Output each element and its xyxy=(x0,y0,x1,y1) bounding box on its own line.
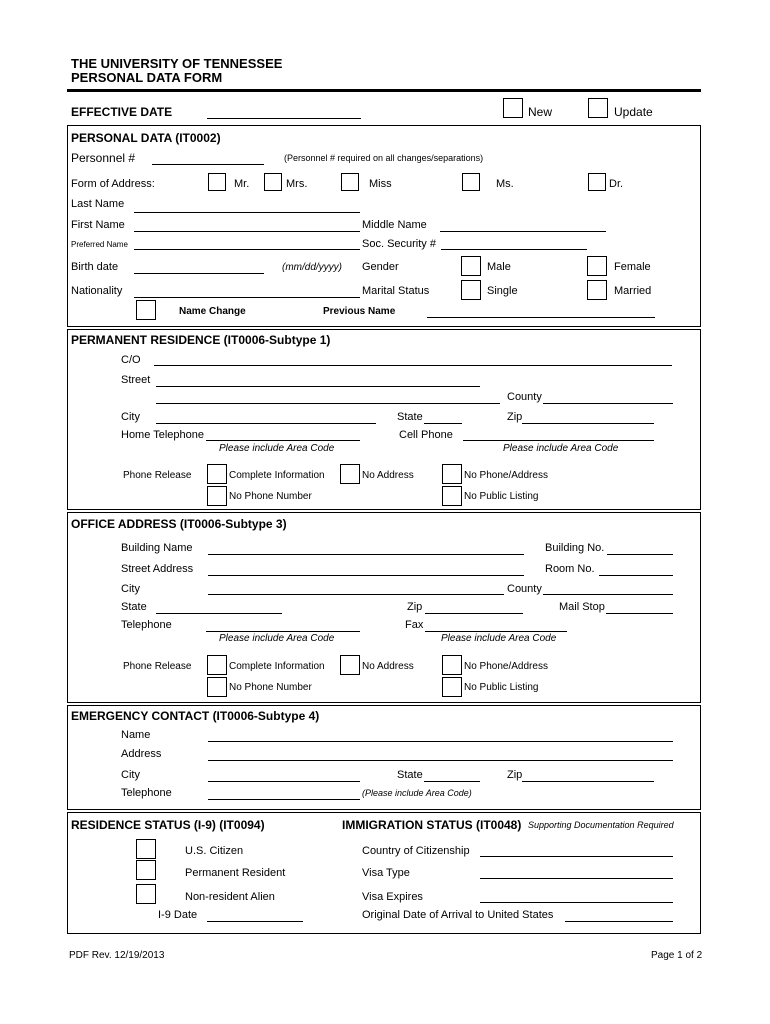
office-state-label: State xyxy=(121,601,147,613)
fax-label: Fax xyxy=(405,619,424,631)
married-checkbox[interactable] xyxy=(587,280,607,300)
street-label: Street xyxy=(121,374,151,386)
personnel-label: Personnel # xyxy=(71,151,136,165)
last-name-label: Last Name xyxy=(71,198,125,210)
office-state-field[interactable] xyxy=(156,613,282,614)
non-resident-alien-label: Non-resident Alien xyxy=(185,891,275,903)
i9-date-field[interactable] xyxy=(207,921,303,922)
office-address-section xyxy=(67,512,701,703)
emergency-state-label: State xyxy=(397,769,423,781)
preferred-name-field[interactable] xyxy=(134,249,360,250)
visa-expires-field[interactable] xyxy=(480,902,673,903)
previous-name-field[interactable] xyxy=(427,317,655,318)
no-public-listing-checkbox[interactable] xyxy=(442,486,462,506)
no-phone-number-label: No Phone Number xyxy=(229,491,312,502)
mail-stop-label: Mail Stop xyxy=(559,601,605,613)
emergency-zip-field[interactable] xyxy=(522,781,654,782)
birth-date-label: Birth date xyxy=(71,261,119,273)
personnel-note: (Personnel # required on all changes/separations) xyxy=(284,153,484,163)
emergency-zip-label: Zip xyxy=(507,769,523,781)
co-label: C/O xyxy=(121,354,141,366)
fax-area-code-note: Please include Area Code xyxy=(441,633,557,644)
no-phone-address-label: No Phone/Address xyxy=(464,470,548,481)
office-zip-label: Zip xyxy=(407,601,423,613)
building-name-label: Building Name xyxy=(121,542,193,554)
office-complete-info-label: Complete Information xyxy=(229,661,325,672)
city-label: City xyxy=(121,411,140,423)
county-label: County xyxy=(507,391,542,403)
middle-name-label: Middle Name xyxy=(362,219,427,231)
visa-expires-label: Visa Expires xyxy=(362,891,423,903)
room-no-field[interactable] xyxy=(599,575,673,576)
middle-name-field[interactable] xyxy=(440,231,606,232)
office-county-label: County xyxy=(507,583,542,595)
emergency-city-field[interactable] xyxy=(208,781,360,782)
complete-info-label: Complete Information xyxy=(229,470,325,481)
co-field[interactable] xyxy=(154,365,672,366)
mail-stop-field[interactable] xyxy=(606,613,673,614)
room-no-label: Room No. xyxy=(545,563,595,575)
office-phone-release-label: Phone Release xyxy=(123,661,192,672)
university-title: THE UNIVERSITY OF TENNESSEE xyxy=(71,56,283,71)
cell-phone-field[interactable] xyxy=(463,440,654,441)
last-name-field[interactable] xyxy=(134,212,360,213)
complete-info-checkbox[interactable] xyxy=(207,464,227,484)
emergency-city-label: City xyxy=(121,769,140,781)
name-change-checkbox[interactable] xyxy=(136,300,156,320)
no-phone-address-checkbox[interactable] xyxy=(442,464,462,484)
visa-type-field[interactable] xyxy=(480,878,673,879)
personnel-field[interactable] xyxy=(152,164,264,165)
new-label: New xyxy=(528,105,553,119)
original-arrival-date-label: Original Date of Arrival to United States xyxy=(362,909,554,921)
male-checkbox[interactable] xyxy=(461,256,481,276)
emergency-telephone-field[interactable] xyxy=(208,799,360,800)
county-field[interactable] xyxy=(543,403,673,404)
page-number: Page 1 of 2 xyxy=(651,950,703,961)
ms-label: Ms. xyxy=(496,178,514,190)
original-arrival-date-field[interactable] xyxy=(565,921,673,922)
office-county-field[interactable] xyxy=(543,594,673,595)
married-label: Married xyxy=(614,285,652,297)
mrs-checkbox[interactable] xyxy=(264,173,282,191)
home-telephone-field[interactable] xyxy=(206,440,360,441)
nationality-field[interactable] xyxy=(134,297,360,298)
emergency-name-field[interactable] xyxy=(208,741,673,742)
office-complete-info-checkbox[interactable] xyxy=(207,655,227,675)
us-citizen-label: U.S. Citizen xyxy=(185,845,244,857)
title-rule xyxy=(67,89,701,92)
country-of-citizenship-field[interactable] xyxy=(480,856,673,857)
effective-date-label: EFFECTIVE DATE xyxy=(71,105,173,119)
effective-date-field[interactable] xyxy=(207,118,361,119)
permanent-resident-label: Permanent Resident xyxy=(185,867,286,879)
emergency-address-label: Address xyxy=(121,748,162,760)
form-of-address-label: Form of Address: xyxy=(71,178,155,190)
date-format-hint: (mm/dd/yyyy) xyxy=(282,262,342,273)
single-label: Single xyxy=(487,285,518,297)
office-no-public-listing-label: No Public Listing xyxy=(464,682,539,693)
update-checkbox[interactable] xyxy=(588,98,608,118)
non-resident-alien-checkbox[interactable] xyxy=(136,884,156,904)
office-no-phone-number-checkbox[interactable] xyxy=(207,677,227,697)
street-address-label: Street Address xyxy=(121,563,194,575)
male-label: Male xyxy=(487,261,511,273)
office-no-phone-address-checkbox[interactable] xyxy=(442,655,462,675)
no-public-listing-label: No Public Listing xyxy=(464,491,539,502)
street-field-1[interactable] xyxy=(156,386,480,387)
cell-area-code-note: Please include Area Code xyxy=(503,443,619,454)
miss-checkbox[interactable] xyxy=(341,173,359,191)
office-no-public-listing-checkbox[interactable] xyxy=(442,677,462,697)
phone-release-label: Phone Release xyxy=(123,470,192,481)
previous-name-label: Previous Name xyxy=(323,306,396,317)
office-area-code-note: Please include Area Code xyxy=(219,633,335,644)
fax-field[interactable] xyxy=(425,631,567,632)
no-address-checkbox[interactable] xyxy=(340,464,360,484)
emergency-area-code-note: (Please include Area Code) xyxy=(362,788,472,798)
office-telephone-label: Telephone xyxy=(121,619,172,631)
female-checkbox[interactable] xyxy=(587,256,607,276)
dr-label: Dr. xyxy=(609,178,624,190)
office-no-phone-number-label: No Phone Number xyxy=(229,682,312,693)
single-checkbox[interactable] xyxy=(461,280,481,300)
country-of-citizenship-label: Country of Citizenship xyxy=(362,845,470,857)
i9-date-label: I-9 Date xyxy=(158,909,198,921)
mrs-label: Mrs. xyxy=(286,178,308,190)
office-no-phone-address-label: No Phone/Address xyxy=(464,661,548,672)
mr-checkbox[interactable] xyxy=(208,173,226,191)
residence-status-heading: RESIDENCE STATUS (I-9) (IT0094) xyxy=(71,818,265,832)
zip-label: Zip xyxy=(507,411,523,423)
office-city-label: City xyxy=(121,583,140,595)
miss-label: Miss xyxy=(369,178,392,190)
office-city-field[interactable] xyxy=(208,594,504,595)
supporting-docs-note: Supporting Documentation Required xyxy=(528,820,674,830)
office-telephone-field[interactable] xyxy=(206,631,360,632)
home-telephone-label: Home Telephone xyxy=(121,429,204,441)
home-area-code-note: Please include Area Code xyxy=(219,443,335,454)
us-citizen-checkbox[interactable] xyxy=(136,839,156,859)
permanent-residence-section xyxy=(67,329,701,510)
gender-label: Gender xyxy=(362,261,399,273)
zip-field[interactable] xyxy=(522,423,654,424)
emergency-state-field[interactable] xyxy=(424,781,480,782)
office-no-address-checkbox[interactable] xyxy=(340,655,360,675)
office-zip-field[interactable] xyxy=(425,613,523,614)
permanent-resident-checkbox[interactable] xyxy=(136,860,156,880)
first-name-field[interactable] xyxy=(134,231,360,232)
marital-status-label: Marital Status xyxy=(362,285,430,297)
cell-phone-label: Cell Phone xyxy=(399,429,453,441)
no-address-label: No Address xyxy=(362,470,414,481)
permanent-residence-heading: PERMANENT RESIDENCE (IT0006-Subtype 1) xyxy=(71,333,331,347)
building-name-field[interactable] xyxy=(208,554,524,555)
dr-checkbox[interactable] xyxy=(588,173,606,191)
visa-type-label: Visa Type xyxy=(362,867,410,879)
emergency-contact-heading: EMERGENCY CONTACT (IT0006-Subtype 4) xyxy=(71,709,320,723)
building-no-field[interactable] xyxy=(607,554,673,555)
state-field[interactable] xyxy=(424,423,462,424)
street-address-field[interactable] xyxy=(208,575,524,576)
ssn-field[interactable] xyxy=(441,249,587,250)
building-no-label: Building No. xyxy=(545,542,605,554)
ssn-label: Soc. Security # xyxy=(362,238,436,250)
name-change-label: Name Change xyxy=(179,306,246,317)
emergency-name-label: Name xyxy=(121,729,151,741)
update-label: Update xyxy=(614,105,653,119)
street-field-2[interactable] xyxy=(156,403,500,404)
new-checkbox[interactable] xyxy=(503,98,523,118)
personal-data-heading: PERSONAL DATA (IT0002) xyxy=(71,131,221,145)
state-label: State xyxy=(397,411,423,423)
preferred-name-label: Preferred Name xyxy=(71,240,128,249)
city-field[interactable] xyxy=(156,423,376,424)
ms-checkbox[interactable] xyxy=(462,173,480,191)
emergency-telephone-label: Telephone xyxy=(121,787,172,799)
revision-footer: PDF Rev. 12/19/2013 xyxy=(69,950,165,961)
office-no-address-label: No Address xyxy=(362,661,414,672)
first-name-label: First Name xyxy=(71,219,125,231)
form-title: PERSONAL DATA FORM xyxy=(71,70,223,85)
nationality-label: Nationality xyxy=(71,285,123,297)
birth-date-field[interactable] xyxy=(134,273,264,274)
no-phone-number-checkbox[interactable] xyxy=(207,486,227,506)
office-address-heading: OFFICE ADDRESS (IT0006-Subtype 3) xyxy=(71,517,287,531)
immigration-status-heading: IMMIGRATION STATUS (IT0048) xyxy=(342,818,522,832)
emergency-address-field[interactable] xyxy=(208,760,673,761)
female-label: Female xyxy=(614,261,651,273)
mr-label: Mr. xyxy=(234,178,250,190)
